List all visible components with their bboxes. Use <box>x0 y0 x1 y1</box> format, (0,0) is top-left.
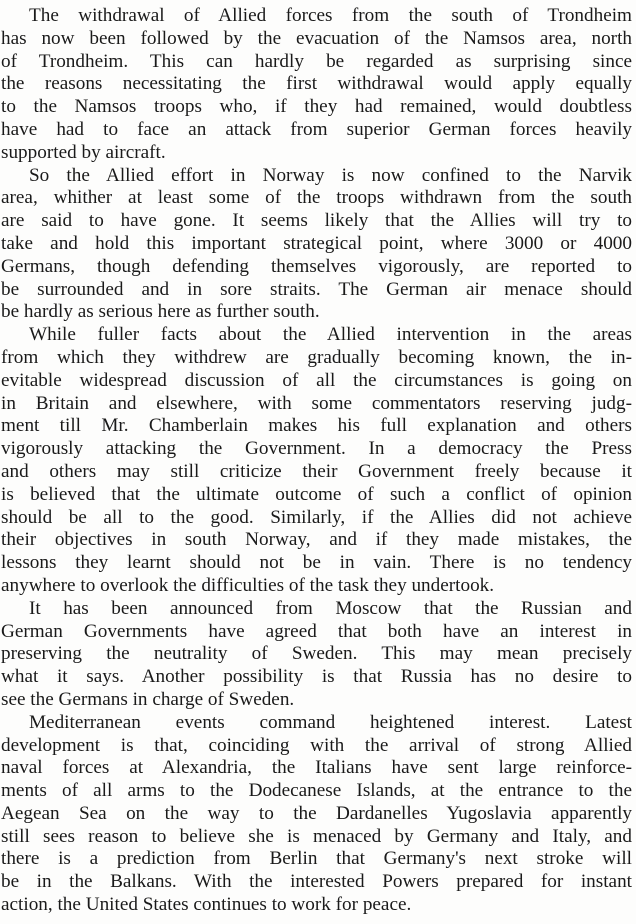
paragraph-line: what it says. Another possibility is that Russia has no desire to <box>1 666 632 688</box>
paragraph-line: of Trondheim. This can hardly be regarded as surprising since <box>1 50 632 72</box>
paragraph-line: be hardly as serious here as further south. <box>1 301 320 323</box>
paragraph-line: are said to have gone. It seems likely that the Allies will try to <box>1 210 632 232</box>
article-paragraph <box>1 165 632 325</box>
paragraph-line: be in the Balkans. With the interested Powers prepared for instant <box>1 871 632 893</box>
paragraph-line: ments of all arms to the Dodecanese Islands, at the entrance to the <box>1 780 632 802</box>
paragraph-line: Germans, though defending themselves vigorously, are reported to <box>1 255 632 277</box>
article-paragraph <box>1 712 632 917</box>
paragraph-line: and others may still criticize their Government freely because it <box>1 460 632 482</box>
paragraph-line: vigorously attacking the Government. In a democracy the Press <box>1 438 632 460</box>
paragraph-line: evitable widespread discussion of all the circumstances is going on <box>1 369 632 391</box>
paragraph-line: in Britain and elsewhere, with some commentators reserving judg- <box>1 392 632 414</box>
article-body <box>1 5 632 917</box>
paragraph-line: see the Germans in charge of Sweden. <box>1 688 295 710</box>
paragraph-line: area, whither at least some of the troops withdrawn from the south <box>1 187 632 209</box>
paragraph-line: Aegean Sea on the way to the Dardanelles Yugoslavia apparently <box>1 802 632 824</box>
article-paragraph <box>1 324 632 598</box>
paragraph-line: ment till Mr. Chamberlain makes his full explanation and others <box>1 415 632 437</box>
paragraph-line: development is that, coinciding with the arrival of strong Allied <box>1 734 632 756</box>
paragraph-line: be surrounded and in sore straits. The German air menace should <box>1 278 632 300</box>
paragraph-line: the reasons necessitating the first withdrawal would apply equally <box>1 73 632 95</box>
paragraph-line: While fuller facts about the Allied intervention in the areas <box>29 324 632 346</box>
paragraph-line: The withdrawal of Allied forces from the south of Trondheim <box>29 5 632 26</box>
paragraph-line: action, the United States continues to work for peace. <box>1 894 412 916</box>
paragraph-line: supported by aircraft. <box>1 141 166 163</box>
paragraph-line: Mediterranean events command heightened interest. Latest <box>29 711 632 733</box>
paragraph-line: their objectives in south Norway, and if they made mistakes, the <box>1 529 632 551</box>
paragraph-line: anywhere to overlook the difficulties of the task they undertook. <box>1 574 495 596</box>
paragraph-line: take and hold this important strategical point, where 3000 or 4000 <box>1 232 632 254</box>
paragraph-line: to the Namsos troops who, if they had remained, would doubtless <box>1 96 632 118</box>
article-paragraph <box>1 598 632 712</box>
paragraph-line: from which they withdrew are gradually becoming known, the in- <box>1 346 632 368</box>
paragraph-line: It has been announced from Moscow that the Russian and <box>29 597 632 619</box>
paragraph-line: So the Allied effort in Norway is now confined to the Narvik <box>29 164 632 186</box>
paragraph-line: has now been followed by the evacuation of the Namsos area, north <box>1 27 632 49</box>
paragraph-line: should be all to the good. Similarly, if the Allies did not achieve <box>1 506 632 528</box>
paragraph-line: German Governments have agreed that both have an interest in <box>1 620 632 642</box>
paragraph-line: naval forces at Alexandria, the Italians have sent large reinforce- <box>1 757 632 779</box>
paragraph-line: have had to face an attack from superior German forces heavily <box>1 118 632 140</box>
paragraph-line: is believed that the ultimate outcome of such a conflict of opinion <box>1 483 632 505</box>
paragraph-line: lessons they learnt should not be in vain. There is no tendency <box>1 552 632 574</box>
paragraph-line: preserving the neutrality of Sweden. This may mean precisely <box>1 643 632 665</box>
paragraph-line: still sees reason to believe she is menaced by Germany and Italy, and <box>1 825 632 847</box>
article-paragraph <box>1 5 632 165</box>
paragraph-line: there is a prediction from Berlin that Germany's next stroke will <box>1 848 632 870</box>
